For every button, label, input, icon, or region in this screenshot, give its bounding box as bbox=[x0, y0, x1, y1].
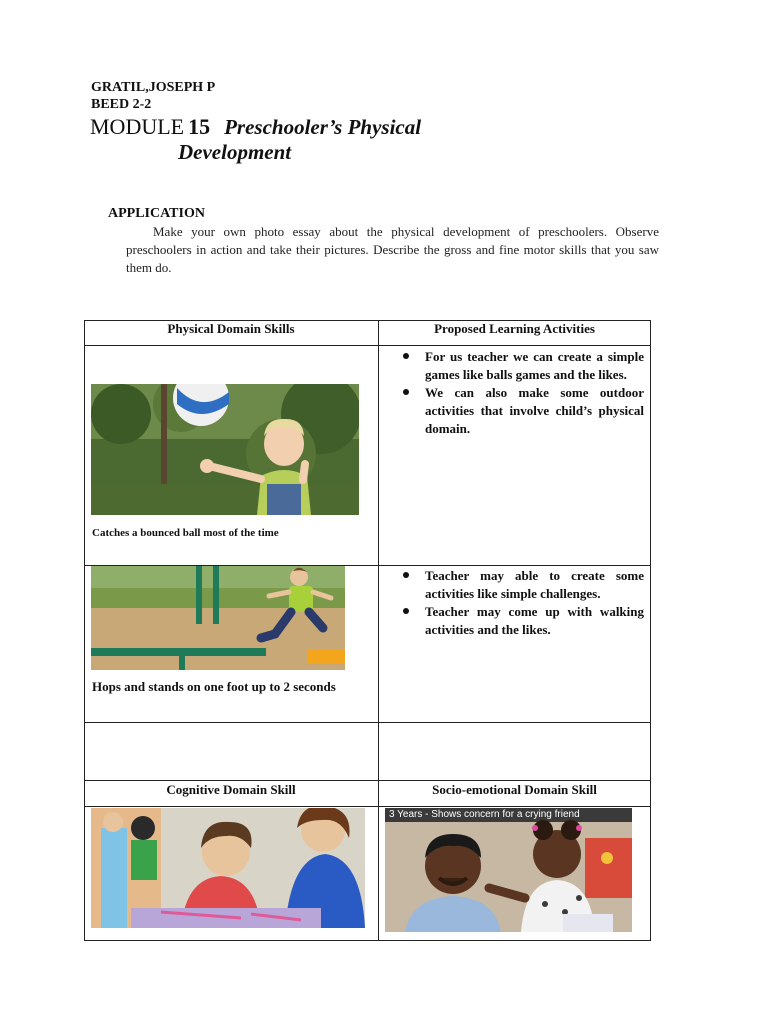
photo-children-painting bbox=[91, 808, 365, 928]
table-row-divider bbox=[84, 780, 651, 781]
table-row-divider bbox=[84, 345, 651, 346]
application-heading: APPLICATION bbox=[108, 206, 205, 221]
activity-item: For us teacher we can create a simple games like balls games and the likes. bbox=[379, 348, 644, 384]
bullet-icon bbox=[403, 572, 409, 578]
module-title bbox=[90, 114, 421, 140]
activities-row-1 bbox=[379, 348, 644, 438]
activities-row-2 bbox=[379, 567, 644, 639]
photo-concern-crying-friend bbox=[385, 808, 632, 932]
module-word: MODULE bbox=[90, 114, 185, 139]
student-class: BEED 2-2 bbox=[91, 97, 152, 112]
col-header-cognitive: Cognitive Domain Skill bbox=[166, 782, 296, 797]
activity-item: Teacher may able to create some activities like simple challenges. bbox=[379, 567, 644, 603]
module-title-line1: Preschooler’s Physical bbox=[224, 115, 422, 139]
table-row-divider bbox=[84, 806, 651, 807]
caption-hops-one-foot: Hops and stands on one foot up to 2 seconds bbox=[92, 679, 336, 694]
photo-child-hopping bbox=[91, 566, 345, 670]
student-name: GRATIL,JOSEPH P bbox=[91, 80, 216, 95]
photo-banner-text: 3 Years - Shows concern for a crying friend bbox=[389, 809, 580, 820]
table-row-divider bbox=[84, 722, 651, 723]
activity-item: We can also make some outdoor activities that involve child’s physical domain. bbox=[379, 384, 644, 438]
col-header-physical: Physical Domain Skills bbox=[167, 321, 295, 336]
bullet-icon bbox=[403, 389, 409, 395]
activity-item: Teacher may come up with walking activities and the likes. bbox=[379, 603, 644, 639]
col-header-activities: Proposed Learning Activities bbox=[434, 321, 595, 336]
module-title-line2: Development bbox=[178, 140, 292, 164]
photo-essay-table bbox=[84, 320, 651, 941]
table-border-right bbox=[650, 320, 651, 941]
table-border-left bbox=[84, 320, 85, 941]
module-number: 15 bbox=[188, 114, 211, 139]
photo-child-catching-ball bbox=[91, 384, 359, 515]
bullet-icon bbox=[403, 608, 409, 614]
bullet-icon bbox=[403, 353, 409, 359]
caption-catches-ball: Catches a bounced ball most of the time bbox=[92, 527, 279, 539]
application-instructions: Make your own photo essay about the physical development of preschoolers. Observe preschoolers in action and take their pictures. Describe the gross and fine motor skills that you saw them do. bbox=[126, 224, 659, 275]
col-header-socio-emotional: Socio-emotional Domain Skill bbox=[432, 782, 597, 797]
table-border-bottom bbox=[84, 940, 651, 941]
